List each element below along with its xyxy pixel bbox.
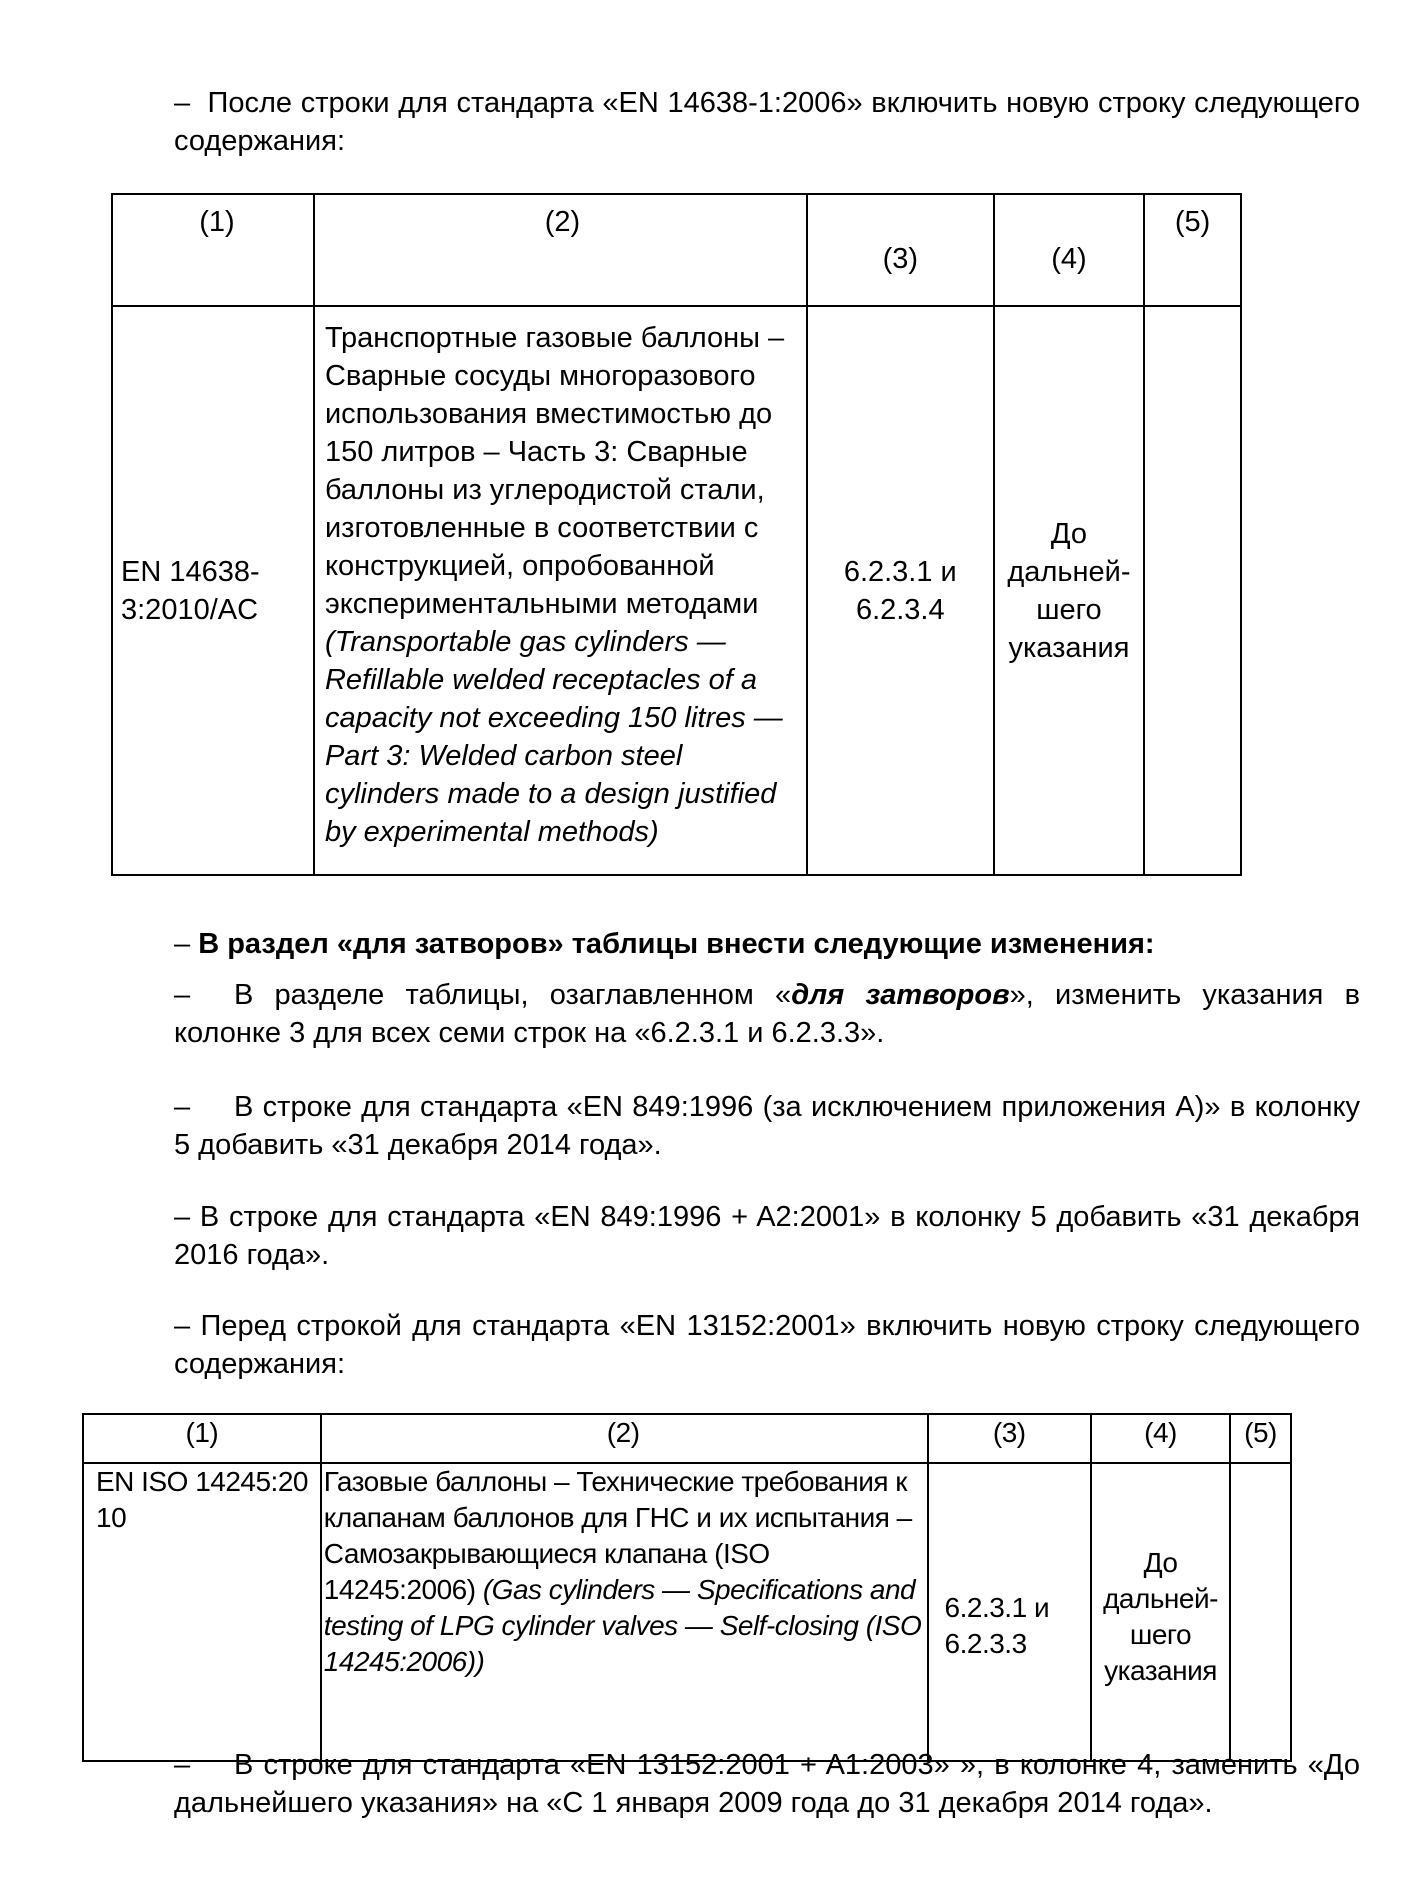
table-2-header-col1: (1) (83, 1414, 321, 1463)
intro-text: После строки для стандарта «EN 14638-1:2006» включить новую строку следующего содержания: (174, 87, 1360, 157)
paragraph-4-dash: – (174, 1310, 191, 1342)
table-1-title-cell (314, 306, 807, 875)
table-1-title-ru: Транспортные газовые баллоны – Сварные сосуды многоразового использования вместимостью до 150 литров – Часть 3: Сварные баллоны из углеродистой стали, изготовленные в соответствии с конструкцией, опробованной экспериментальными методами (324, 322, 785, 620)
table-2-header-col5: (5) (1230, 1414, 1291, 1463)
paragraph-3-dash: – (174, 1201, 191, 1233)
table-1-clauses-cell: 6.2.3.1 и 6.2.3.4 (807, 306, 994, 875)
table-1-applicability-cell: До дальней-шего указания (994, 306, 1145, 875)
table-2-deadline-cell (1230, 1463, 1291, 1761)
table-2-header-col2: (2) (321, 1414, 928, 1463)
paragraph-4 (174, 1307, 1360, 1383)
table-2-title-en: (Gas cylinders — Specifications and testing of LPG cylinder valves — Self-closing (ISO 14245:2006)) (323, 1574, 922, 1677)
table-2 (82, 1413, 1292, 1762)
table-1-row (112, 306, 1241, 875)
table-2-header-col4: (4) (1091, 1414, 1230, 1463)
table-2-title-ru: Газовые баллоны – Технические требования к клапанам баллонов для ГНС и их испытания – Самозакрывающиеся клапана (ISO 14245:2006) (323, 1466, 912, 1605)
table-1-header-col2: (2) (314, 194, 807, 306)
paragraph-2 (174, 1088, 1360, 1164)
table-1-header-col4: (4) (994, 194, 1145, 306)
table-2-applicability-cell: До дальней-шего указания (1091, 1463, 1230, 1761)
table-2-clauses-cell: 6.2.3.1 и 6.2.3.3 (928, 1463, 1091, 1761)
table-1-header-row (112, 194, 1241, 306)
table-1 (111, 193, 1242, 876)
table-2-header-row (83, 1414, 1291, 1463)
table-1-deadline-cell (1144, 306, 1241, 875)
table-2-standard-cell: EN ISO 14245:2010 (83, 1463, 321, 1761)
section-heading-text: В раздел «для затворов» таблицы внести следующие изменения: (198, 928, 1155, 960)
paragraph-1-after: », изменить указания в колонке 3 для всех семи строк на «6.2.3.1 и 6.2.3.3». (174, 979, 1360, 1049)
paragraph-3-text: В строке для стандарта «EN 849:1996 + A2:2001» в колонку 5 добавить «31 декабря 2016 года». (174, 1201, 1360, 1271)
paragraph-1-before: В разделе таблицы, озаглавленном « (234, 979, 792, 1011)
paragraph-1 (174, 976, 1360, 1052)
intro-paragraph (174, 84, 1360, 160)
paragraph-5-dash: – (174, 1749, 191, 1781)
table-1-title-en: (Transportable gas cylinders — Refillable welded receptacles of a capacity not exceeding 150 litres — Part 3: Welded carbon steel cylinders made to a design justified by experimental methods) (324, 626, 783, 848)
section-heading (174, 925, 1360, 963)
paragraph-1-emphasis: для затворов (791, 979, 1010, 1011)
intro-dash: – (174, 87, 191, 119)
table-2-header-col3: (3) (928, 1414, 1091, 1463)
paragraph-5 (174, 1746, 1360, 1822)
paragraph-2-dash: – (174, 1091, 191, 1123)
table-1-standard-cell: EN 14638-3:2010/AC (112, 306, 314, 875)
table-2-title-cell (321, 1463, 928, 1761)
section-heading-dash: – (174, 928, 191, 960)
table-1-header-col5: (5) (1144, 194, 1241, 306)
paragraph-3 (174, 1198, 1360, 1274)
table-1-header-col3: (3) (807, 194, 994, 306)
table-1-header-col1: (1) (112, 194, 314, 306)
paragraph-2-text: В строке для стандарта «EN 849:1996 (за исключением приложения А)» в колонку 5 добавить «31 декабря 2014 года». (174, 1091, 1360, 1161)
paragraph-4-text: Перед строкой для стандарта «EN 13152:2001» включить новую строку следующего содержания: (174, 1310, 1360, 1380)
paragraph-5-text: В строке для стандарта «EN 13152:2001 + A1:2003» », в колонке 4, заменить «До дальнейшего указания» на «С 1 января 2009 года до 31 декабря 2014 года». (174, 1749, 1360, 1819)
paragraph-1-dash: – (174, 979, 191, 1011)
table-2-row (83, 1463, 1291, 1761)
